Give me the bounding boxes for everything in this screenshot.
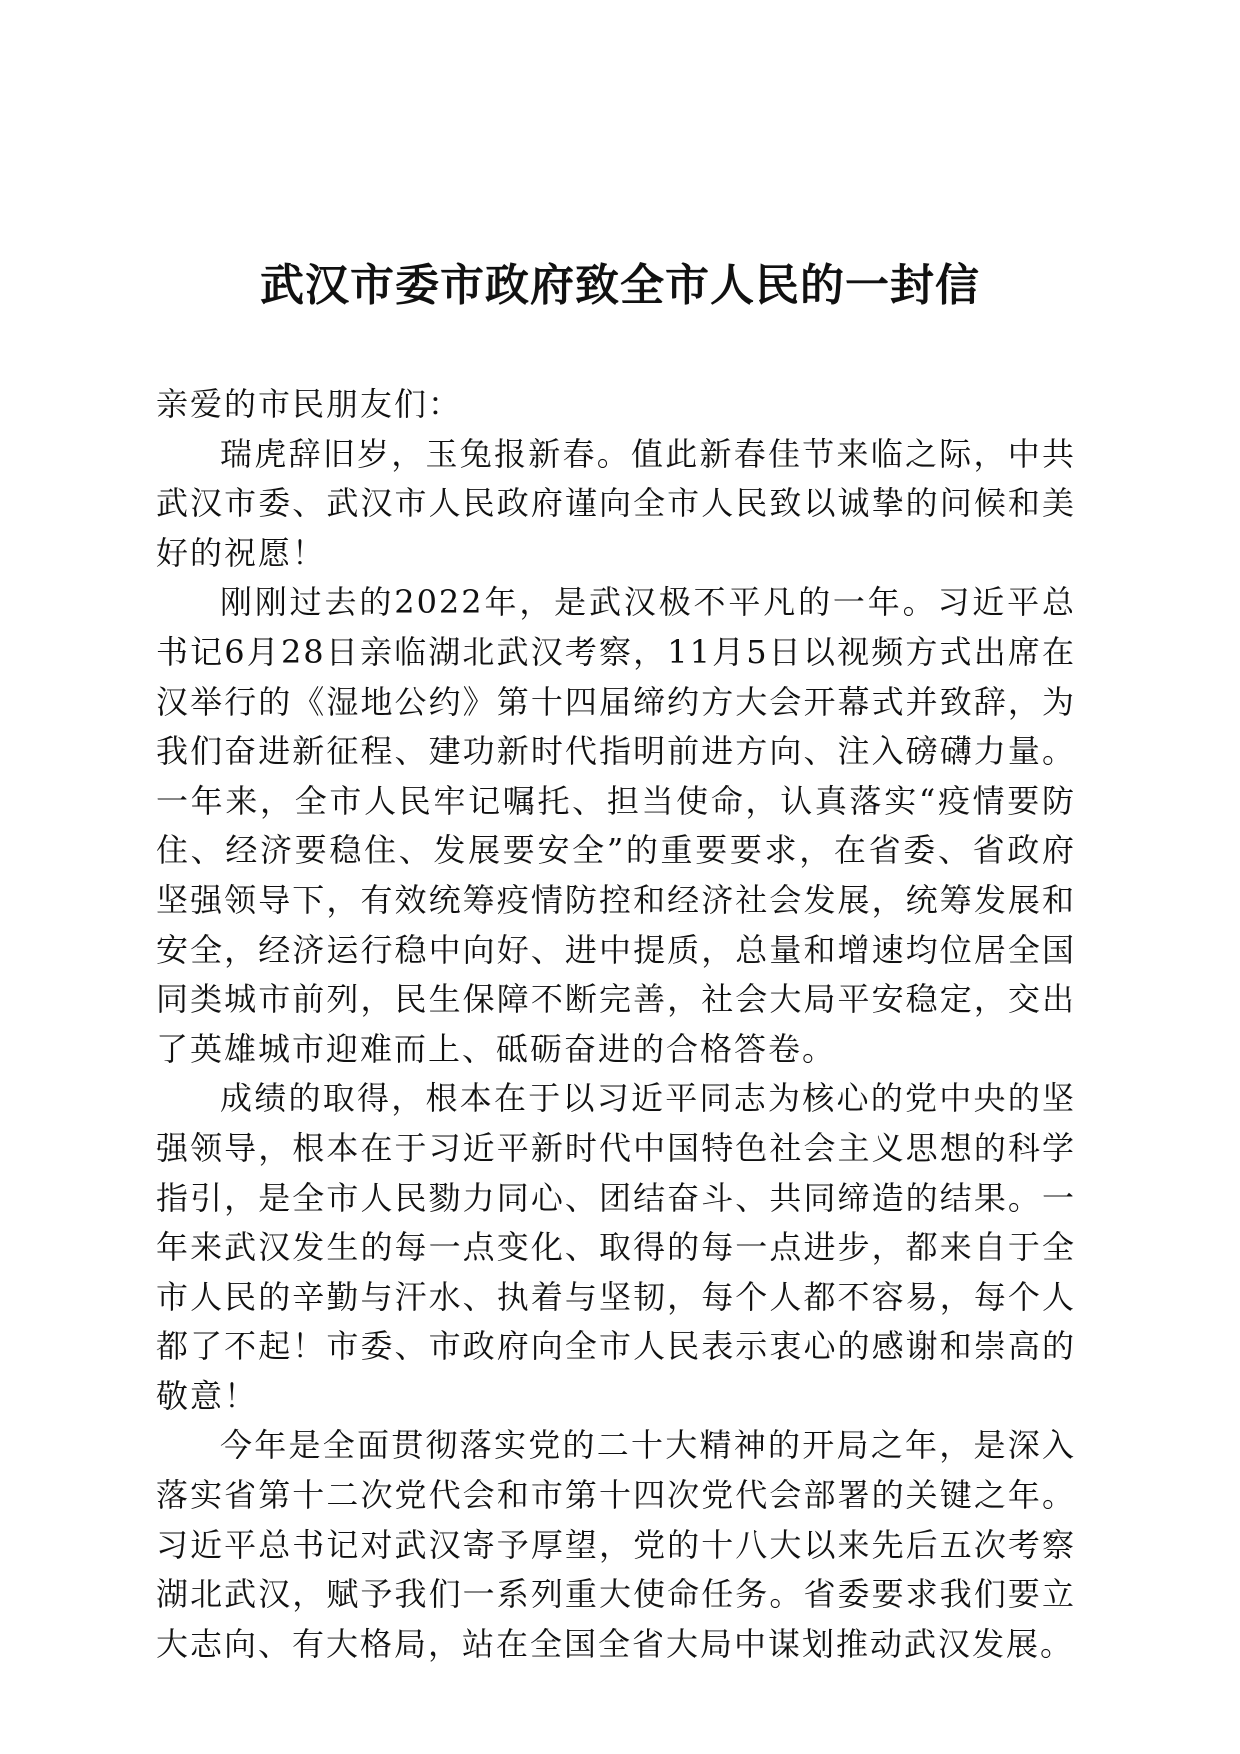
paragraph-review-2022: 刚刚过去的2022年，是武汉极不平凡的一年。习近平总书记6月28日亲临湖北武汉考察，11月5日以视频方式出席在汉举行的《湿地公约》第十四届缔约方大会开幕式并致辞，为我们奋进新征程、建功新时代指明前进方向、注入磅礴力量。一年来，全市人民牢记嘱托、担当使命，认真落实“疫情要防住、经济要稳住、发展要安全”的重要要求，在省委、省政府坚强领导下，有效统筹疫情防控和经济社会发展，统筹发展和安全，经济运行稳中向好、进中提质，总量和增速均位居全国同类城市前列，民生保障不断完善，社会大局平安稳定，交出了英雄城市迎难而上、砥砺奋进的合格答卷。 xyxy=(156,583,1076,1068)
paragraph-this-year: 今年是全面贯彻落实党的二十大精神的开局之年，是深入落实省第十二次党代会和市第十四次党代会部署的关键之年。习近平总书记对武汉寄予厚望，党的十八大以来先后五次考察湖北武汉，赋予我们一系列重大使命任务。省委要求我们要立大志向、有大格局，站在全国全省大局中谋划推动武汉发展。 xyxy=(156,1426,1076,1663)
salutation: 亲爱的市民朋友们： xyxy=(156,385,463,423)
paragraph-greeting: 瑞虎辞旧岁，玉兔报新春。值此新春佳节来临之际，中共武汉市委、武汉市人民政府谨向全市人民致以诚挚的问候和美好的祝愿！ xyxy=(156,434,1076,572)
paragraph-achievements: 成绩的取得，根本在于以习近平同志为核心的党中央的坚强领导，根本在于习近平新时代中国特色社会主义思想的科学指引，是全市人民勠力同心、团结奋斗、共同缔造的结果。一年来武汉发生的每一点变化、取得的每一点进步，都来自于全市人民的辛勤与汗水、执着与坚韧，每个人都不容易，每个人都了不起！市委、市政府向全市人民表示衷心的感谢和崇高的敬意！ xyxy=(156,1079,1076,1415)
document-title: 武汉市委市政府致全市人民的一封信 xyxy=(260,260,980,311)
letter-body xyxy=(156,380,1076,1669)
